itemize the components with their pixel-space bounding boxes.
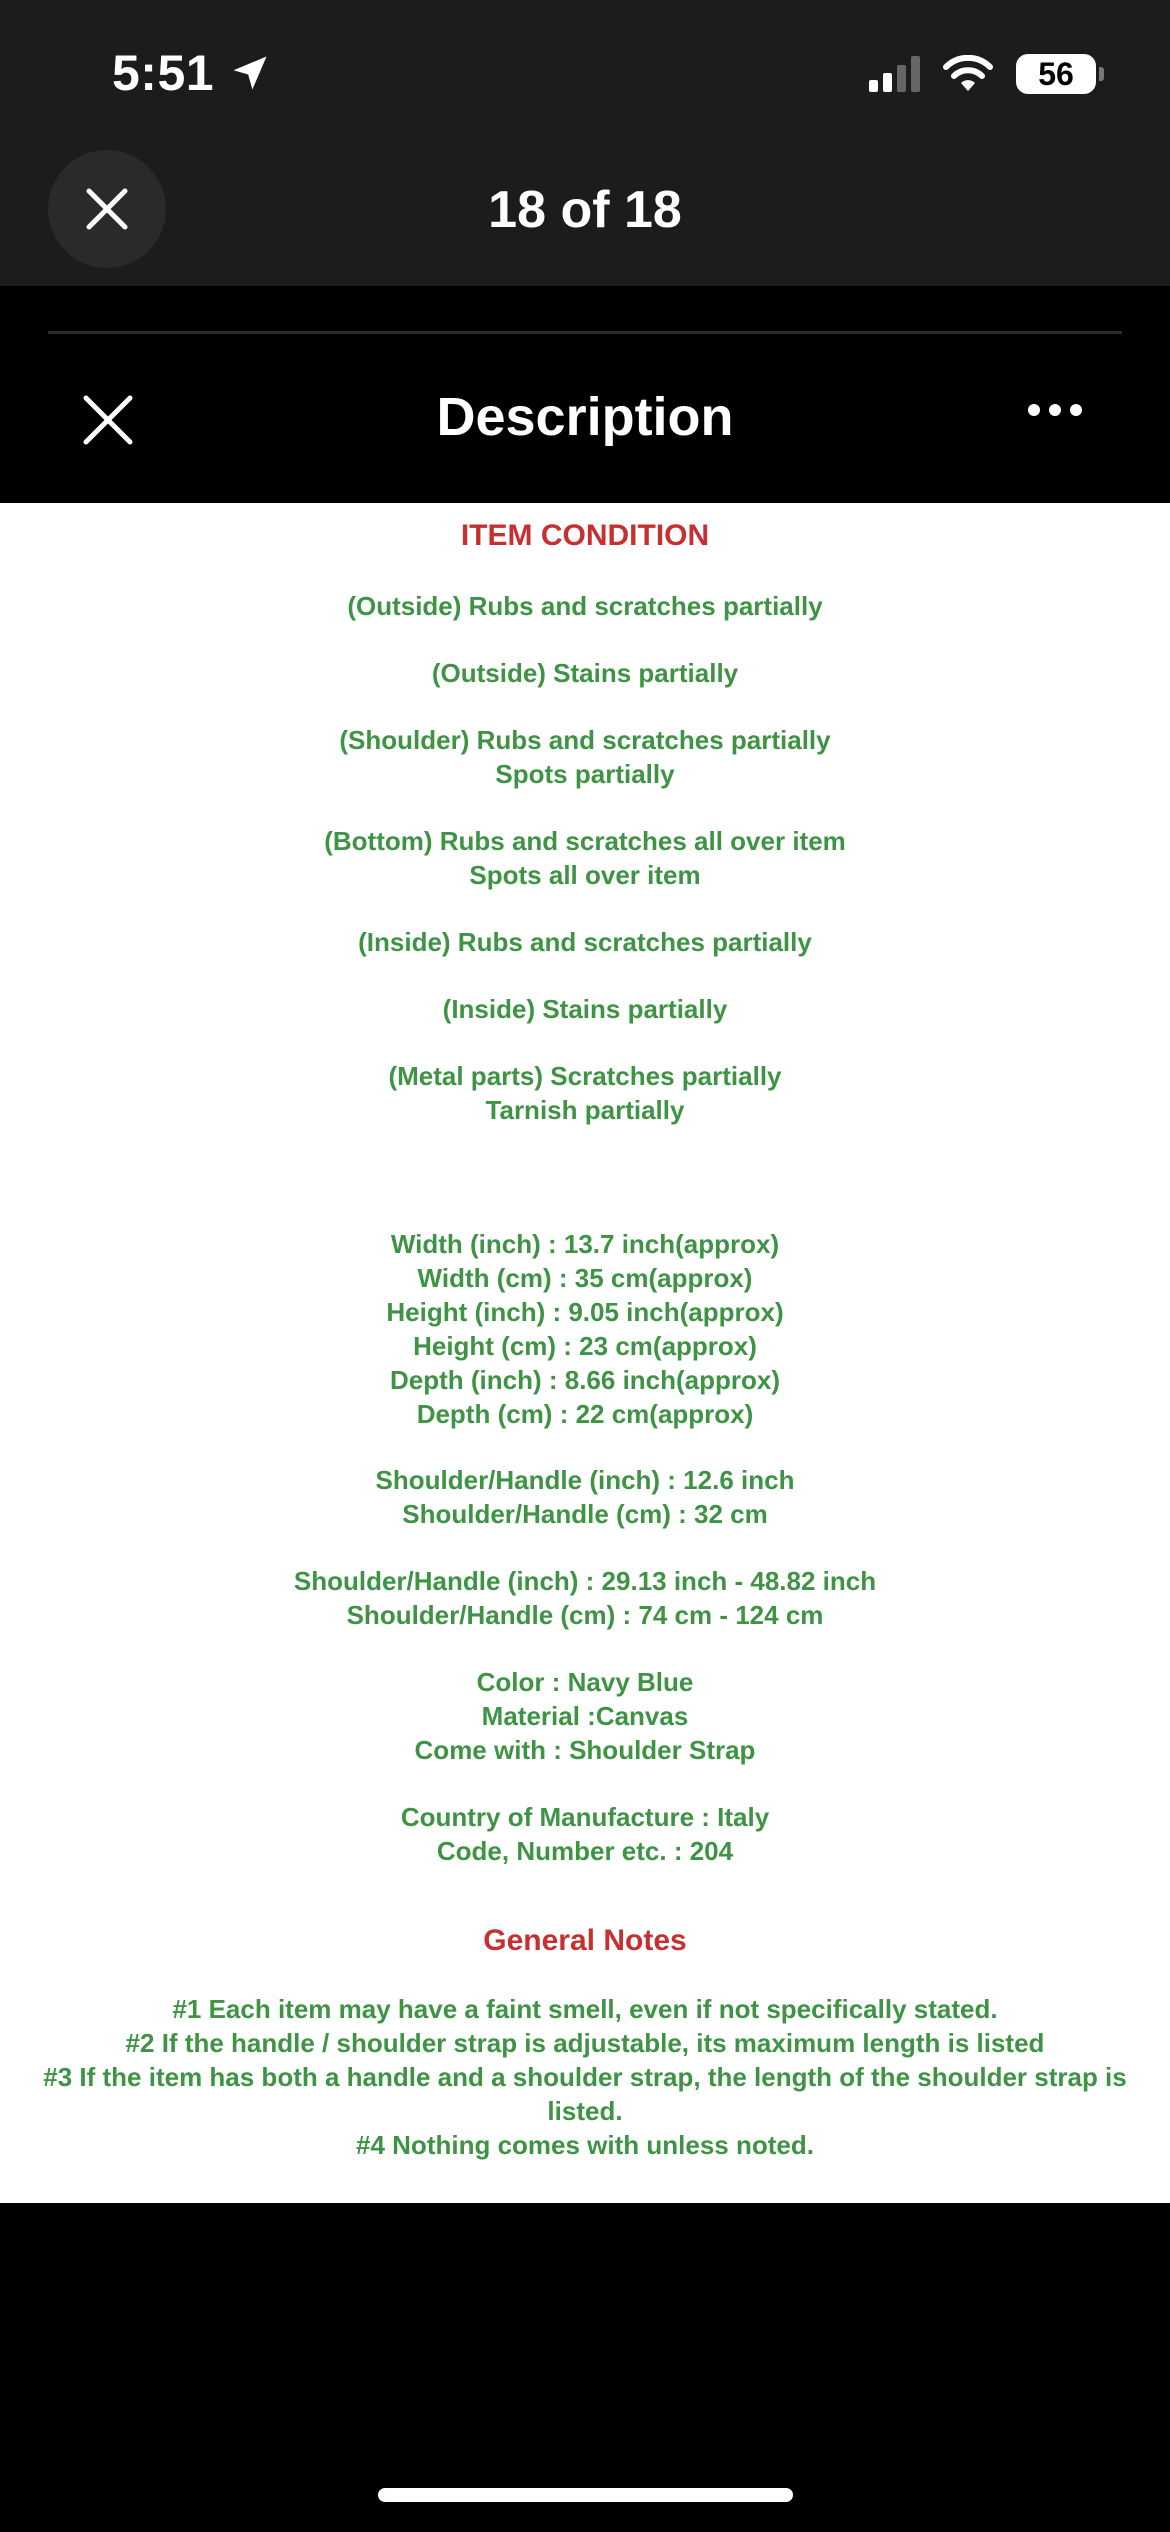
origin-details: Country of Manufacture : Italy Code, Number etc. : 204	[400, 1802, 770, 1866]
viewer-image	[0, 286, 1170, 2532]
location-arrow-icon	[228, 51, 272, 95]
description-document	[0, 503, 1170, 2203]
status-time-group	[112, 44, 272, 102]
condition-item: (Inside) Rubs and scratches partially	[358, 927, 812, 957]
strap-length: Shoulder/Handle (inch) : 29.13 inch - 48.82 inch Shoulder/Handle (cm) : 74 cm - 124 cm	[293, 1566, 877, 1630]
condition-item: (Outside) Stains partially	[431, 658, 739, 688]
description-title: Description	[436, 387, 734, 447]
condition-item: (Inside) Stains partially	[442, 994, 728, 1024]
item-details: Color : Navy Blue Material :Canvas Come with : Shoulder Strap	[414, 1667, 756, 1765]
dimensions-list: Width (inch) : 13.7 inch(approx) Width (cm) : 35 cm(approx) Height (inch) : 9.05 inch(approx) Height (cm) : 23 cm(approx) Depth (inch) : 8.66 inch(approx) Depth (cm) : 22 cm(approx)	[386, 1229, 784, 1429]
wifi-icon	[942, 55, 994, 93]
cellular-signal-icon	[869, 56, 920, 92]
status-indicators	[869, 54, 1096, 94]
battery-level: 56	[1038, 55, 1074, 92]
battery-icon	[1016, 54, 1096, 94]
condition-item: (Metal parts) Scratches partially Tarnish partially	[388, 1061, 782, 1125]
more-options-icon[interactable]	[1028, 404, 1082, 416]
condition-heading: ITEM CONDITION	[460, 519, 710, 552]
image-counter: 18 of 18	[488, 181, 682, 239]
divider	[48, 331, 1122, 334]
viewer-header	[0, 150, 1170, 286]
condition-item: (Outside) Rubs and scratches partially	[347, 591, 823, 621]
general-notes: #1 Each item may have a faint smell, even if not specifically stated. #2 If the handle / shoulder strap is adjustable, its maximum length is listed #3 If the item has both a handle and a shoulder strap, the length of the shoulder strap is listed. #4 Nothing comes with unless noted.	[43, 1994, 1127, 2160]
home-indicator[interactable]	[378, 2488, 793, 2502]
status-bar	[0, 0, 1170, 150]
handle-length: Shoulder/Handle (inch) : 12.6 inch Shoulder/Handle (cm) : 32 cm	[375, 1465, 795, 1529]
condition-item: (Bottom) Rubs and scratches all over item Spots all over item	[324, 826, 846, 890]
notes-heading: General Notes	[483, 1924, 687, 1957]
status-time: 5:51	[112, 45, 215, 101]
condition-item: (Shoulder) Rubs and scratches partially Spots partially	[339, 725, 831, 789]
